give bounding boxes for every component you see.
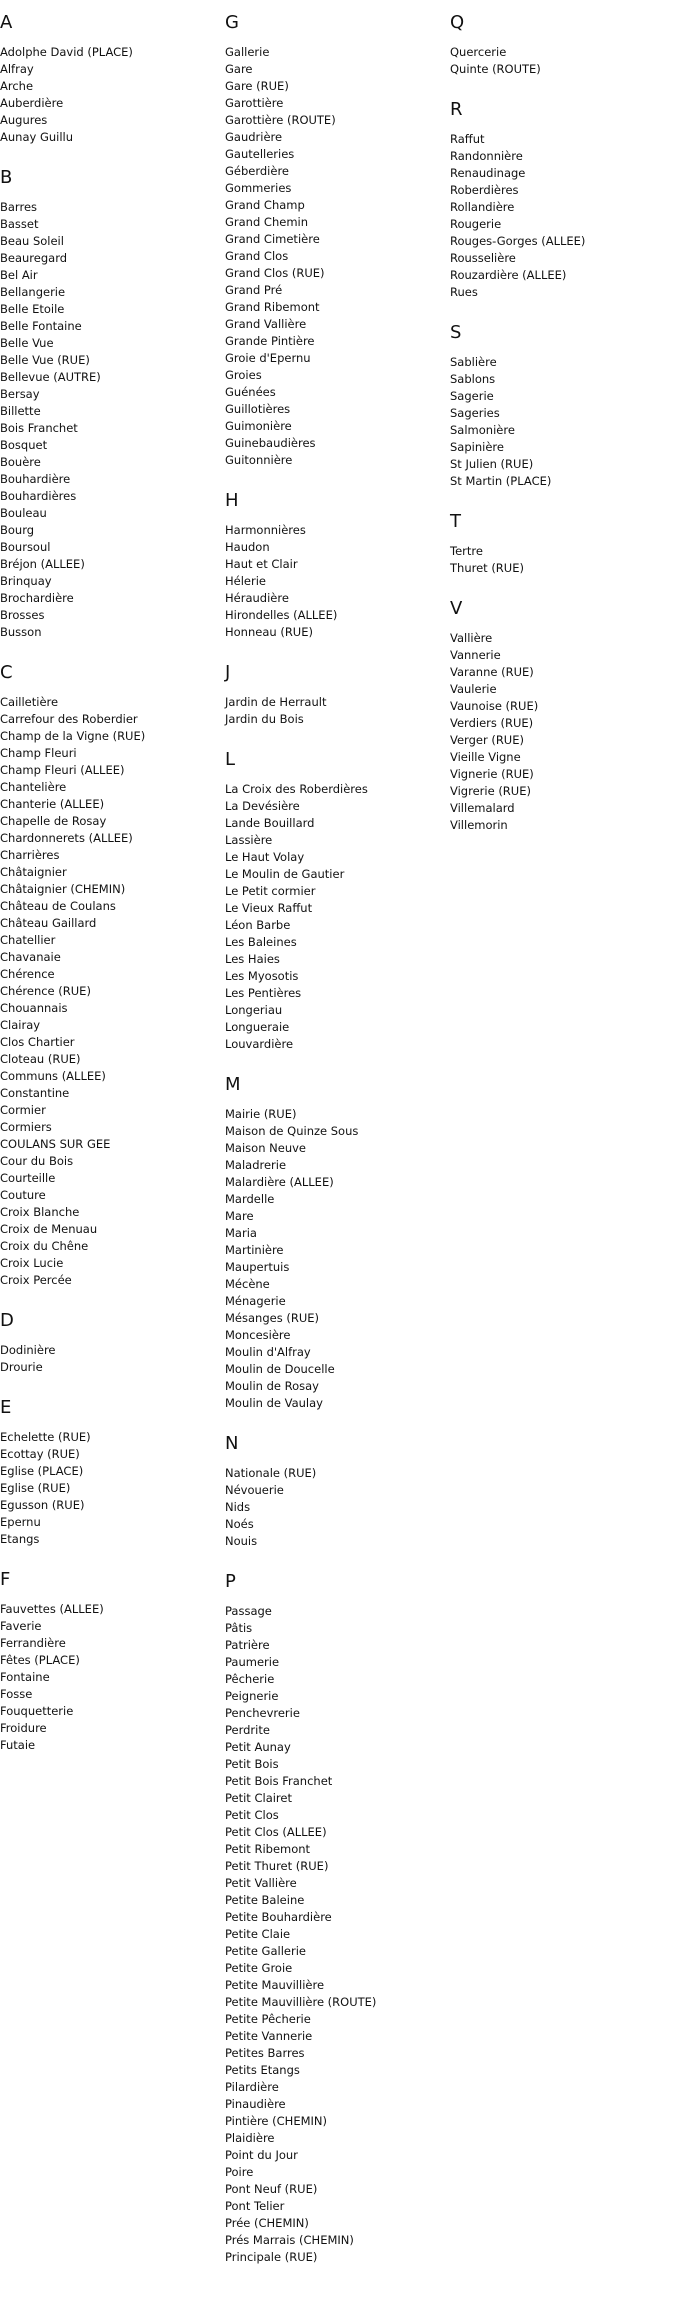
place-list (0, 694, 220, 1289)
place-name: Longueraie (225, 1020, 290, 1034)
place-name: Groie d'Epernu (225, 351, 311, 365)
place-name: Bouleau (0, 506, 47, 520)
place-name: Bouhardière (0, 472, 71, 486)
column-1 (0, 0, 220, 1774)
section-letter-heading: J (225, 662, 231, 683)
place-name: Maison de Quinze Sous (225, 1124, 359, 1138)
place-list (225, 1603, 445, 2266)
place-name: Petites Barres (225, 2046, 305, 2060)
place-name: Pintière (CHEMIN) (225, 2114, 327, 2128)
place-name: Belle Vue (RUE) (0, 353, 90, 367)
place-name: Gaudrière (225, 130, 283, 144)
place-name: Bois Franchet (0, 421, 78, 435)
place-name: Petite Baleine (225, 1893, 305, 1907)
place-list (450, 543, 670, 577)
place-name: Petite Vannerie (225, 2029, 313, 2043)
place-name: Harmonnières (225, 523, 306, 537)
place-name: Chantelière (0, 780, 67, 794)
place-name: Peignerie (225, 1689, 279, 1703)
place-name: Chérence (0, 967, 55, 981)
place-name: Croix de Menuau (0, 1222, 98, 1236)
place-name: Gare (225, 62, 253, 76)
place-name: Champ de la Vigne (RUE) (0, 729, 146, 743)
place-name: Croix Blanche (0, 1205, 80, 1219)
place-list (225, 1106, 445, 1412)
place-name: Honneau (RUE) (225, 625, 313, 639)
place-name: Mésanges (RUE) (225, 1311, 319, 1325)
place-list (0, 1342, 220, 1376)
place-name: Pêcherie (225, 1672, 275, 1686)
place-name: Fauvettes (ALLEE) (0, 1602, 104, 1616)
place-name: Petit Thuret (RUE) (225, 1859, 329, 1873)
place-name: Carrefour des Roberdier (0, 712, 138, 726)
place-name: Poire (225, 2165, 254, 2179)
place-name: Beauregard (0, 251, 68, 265)
place-name: Maupertuis (225, 1260, 290, 1274)
place-name: Villemorin (450, 818, 508, 832)
place-name: Bel Air (0, 268, 38, 282)
place-name: Croix Lucie (0, 1256, 64, 1270)
place-name: Petite Bouhardière (225, 1910, 332, 1924)
place-name: Croix du Chêne (0, 1239, 89, 1253)
section-letter-heading: E (0, 1397, 12, 1418)
place-name: Vallière (450, 631, 493, 645)
place-name: Les Baleines (225, 935, 297, 949)
section-m (225, 1073, 445, 1412)
place-name: Châtaignier (0, 865, 67, 879)
place-name: Grande Pintière (225, 334, 315, 348)
place-name: Garottière (ROUTE) (225, 113, 336, 127)
place-name: Longeriau (225, 1003, 283, 1017)
section-c (0, 661, 220, 1289)
place-name: Drourie (0, 1360, 43, 1374)
place-name: Chapelle de Rosay (0, 814, 107, 828)
place-name: Patrière (225, 1638, 270, 1652)
place-name: Rougerie (450, 217, 502, 231)
place-name: Ferrandière (0, 1636, 66, 1650)
place-name: Vigrerie (RUE) (450, 784, 531, 798)
place-name: Lande Bouillard (225, 816, 315, 830)
section-letter-heading: H (225, 490, 239, 511)
place-name: Roberdières (450, 183, 519, 197)
place-name: Brinquay (0, 574, 52, 588)
place-name: Chérence (RUE) (0, 984, 91, 998)
place-list (0, 199, 220, 641)
place-name: Randonnière (450, 149, 523, 163)
place-name: St Julien (RUE) (450, 457, 534, 471)
place-name: Sapinière (450, 440, 504, 454)
place-name: Moulin d'Alfray (225, 1345, 311, 1359)
place-name: Eglise (RUE) (0, 1481, 71, 1495)
place-name: Bréjon (ALLEE) (0, 557, 85, 571)
place-name: Renaudinage (450, 166, 526, 180)
place-name: Chatellier (0, 933, 56, 947)
place-name: Guillotières (225, 402, 291, 416)
section-r (450, 98, 670, 301)
place-name: Vannerie (450, 648, 501, 662)
place-name: Maladrerie (225, 1158, 287, 1172)
place-name: Sageries (450, 406, 500, 420)
place-name: Haudon (225, 540, 270, 554)
place-list (450, 131, 670, 301)
place-name: Cloteau (RUE) (0, 1052, 81, 1066)
place-name: Petits Etangs (225, 2063, 300, 2077)
place-name: Petit Bois (225, 1757, 279, 1771)
place-name: Clos Chartier (0, 1035, 75, 1049)
place-list (225, 522, 445, 641)
place-name: Chouannais (0, 1001, 68, 1015)
place-name: Petit Clos (225, 1808, 279, 1822)
place-name: Champ Fleuri (0, 746, 77, 760)
place-list (225, 1465, 445, 1550)
place-name: Nationale (RUE) (225, 1466, 317, 1480)
place-name: Guimonière (225, 419, 292, 433)
place-name: Bourg (0, 523, 35, 537)
place-name: Jardin du Bois (225, 712, 304, 726)
place-list (450, 44, 670, 78)
place-name: Petite Mauvillière (ROUTE) (225, 1995, 377, 2009)
place-name: Villemalard (450, 801, 515, 815)
place-name: Prés Marrais (CHEMIN) (225, 2233, 354, 2247)
place-name: Penchevrerie (225, 1706, 300, 1720)
section-a (0, 11, 220, 146)
place-name: Clairay (0, 1018, 41, 1032)
place-name: Aunay Guillu (0, 130, 74, 144)
place-name: Eglise (PLACE) (0, 1464, 84, 1478)
section-letter-heading: P (225, 1571, 236, 1592)
section-letter-heading: R (450, 99, 463, 120)
place-name: Les Myosotis (225, 969, 299, 983)
section-n (225, 1432, 445, 1550)
place-name: Raffut (450, 132, 485, 146)
place-name: Petit Vallière (225, 1876, 297, 1890)
place-name: Sagerie (450, 389, 494, 403)
place-name: Sablière (450, 355, 497, 369)
place-name: Barres (0, 200, 38, 214)
place-name: Haut et Clair (225, 557, 298, 571)
place-name: Belle Fontaine (0, 319, 82, 333)
place-name: Vignerie (RUE) (450, 767, 534, 781)
place-name: Noés (225, 1517, 254, 1531)
place-name: Fosse (0, 1687, 33, 1701)
place-name: Petit Aunay (225, 1740, 291, 1754)
place-name: Grand Vallière (225, 317, 307, 331)
place-name: Maison Neuve (225, 1141, 306, 1155)
place-name: Pont Telier (225, 2199, 285, 2213)
place-name: Rues (450, 285, 478, 299)
place-name: Tertre (450, 544, 483, 558)
place-name: Bouhardières (0, 489, 77, 503)
place-name: Basset (0, 217, 39, 231)
place-name: Verdiers (RUE) (450, 716, 534, 730)
section-s (450, 321, 670, 490)
place-name: Rousselière (450, 251, 516, 265)
place-name: Rouges-Gorges (ALLEE) (450, 234, 586, 248)
place-name: Billette (0, 404, 41, 418)
place-list (450, 354, 670, 490)
place-name: Cormier (0, 1103, 46, 1117)
place-name: Thuret (RUE) (450, 561, 524, 575)
place-name: Gautelleries (225, 147, 295, 161)
place-name: Hélerie (225, 574, 266, 588)
place-name: Cormiers (0, 1120, 52, 1134)
place-name: Augures (0, 113, 48, 127)
place-name: La Croix des Roberdières (225, 782, 368, 796)
section-d (0, 1309, 220, 1376)
place-name: Hirondelles (ALLEE) (225, 608, 338, 622)
place-name: Gallerie (225, 45, 270, 59)
place-name: Martinière (225, 1243, 284, 1257)
place-list (0, 1601, 220, 1754)
section-letter-heading: F (0, 1569, 11, 1590)
place-name: Rouzardière (ALLEE) (450, 268, 567, 282)
place-name: Adolphe David (PLACE) (0, 45, 133, 59)
place-name: Varanne (RUE) (450, 665, 534, 679)
place-name: Moulin de Doucelle (225, 1362, 335, 1376)
section-letter-heading: M (225, 1074, 241, 1095)
place-name: Petite Groie (225, 1961, 293, 1975)
place-name: Passage (225, 1604, 272, 1618)
place-name: Fontaine (0, 1670, 50, 1684)
section-letter-heading: T (450, 511, 461, 532)
place-name: Epernu (0, 1515, 41, 1529)
section-j (225, 661, 445, 728)
place-name: Grand Clos (225, 249, 289, 263)
section-letter-heading: C (0, 662, 13, 683)
place-name: Grand Clos (RUE) (225, 266, 325, 280)
place-name: Couture (0, 1188, 46, 1202)
place-name: Brosses (0, 608, 45, 622)
place-name: Cour du Bois (0, 1154, 74, 1168)
place-name: Moncesière (225, 1328, 291, 1342)
place-name: Etangs (0, 1532, 40, 1546)
section-p (225, 1570, 445, 2266)
place-name: Fêtes (PLACE) (0, 1653, 80, 1667)
place-name: Grand Chemin (225, 215, 309, 229)
place-name: Busson (0, 625, 42, 639)
place-name: Châtaignier (CHEMIN) (0, 882, 126, 896)
section-letter-heading: Q (450, 12, 465, 33)
place-name: Nouis (225, 1534, 258, 1548)
place-name: Château Gaillard (0, 916, 97, 930)
place-name: Ménagerie (225, 1294, 286, 1308)
place-name: Louvardière (225, 1037, 294, 1051)
place-name: Géberdière (225, 164, 290, 178)
section-letter-heading: G (225, 12, 239, 33)
place-name: Le Haut Volay (225, 850, 305, 864)
place-name: Garottière (225, 96, 284, 110)
place-name: Froidure (0, 1721, 47, 1735)
section-q (450, 11, 670, 78)
place-list (0, 44, 220, 146)
column-3 (450, 0, 670, 854)
place-name: Auberdière (0, 96, 64, 110)
place-name: Lassière (225, 833, 273, 847)
place-name: Pâtis (225, 1621, 253, 1635)
place-name: Petit Ribemont (225, 1842, 311, 1856)
section-t (450, 510, 670, 577)
place-name: Jardin de Herrault (225, 695, 327, 709)
place-name: COULANS SUR GEE (0, 1137, 111, 1151)
place-name: Arche (0, 79, 34, 93)
place-name: Paumerie (225, 1655, 280, 1669)
place-name: Nids (225, 1500, 251, 1514)
place-list (225, 781, 445, 1053)
place-list (0, 1429, 220, 1548)
place-name: Echelette (RUE) (0, 1430, 91, 1444)
place-name: Guinebaudières (225, 436, 316, 450)
place-list (225, 44, 445, 469)
place-name: Boursoul (0, 540, 51, 554)
place-name: Chanterie (ALLEE) (0, 797, 105, 811)
place-name: Le Vieux Raffut (225, 901, 313, 915)
place-name: Ecottay (RUE) (0, 1447, 80, 1461)
place-name: Vaunoise (RUE) (450, 699, 539, 713)
section-letter-heading: V (450, 598, 463, 619)
section-letter-heading: A (0, 12, 13, 33)
section-g (225, 11, 445, 469)
place-name: Pont Neuf (RUE) (225, 2182, 318, 2196)
place-name: Belle Etoile (0, 302, 65, 316)
section-letter-heading: S (450, 322, 462, 343)
place-name: Principale (RUE) (225, 2250, 318, 2264)
place-name: Point du Jour (225, 2148, 298, 2162)
place-name: Le Moulin de Gautier (225, 867, 345, 881)
place-name: Bersay (0, 387, 40, 401)
place-name: Plaidière (225, 2131, 275, 2145)
place-name: Charrières (0, 848, 60, 862)
place-name: Quercerie (450, 45, 507, 59)
place-name: Mécène (225, 1277, 270, 1291)
section-e (0, 1396, 220, 1548)
place-name: Petite Mauvillière (225, 1978, 325, 1992)
place-name: Verger (RUE) (450, 733, 524, 747)
place-name: Bellangerie (0, 285, 66, 299)
section-v (450, 597, 670, 834)
place-name: Brochardière (0, 591, 74, 605)
place-name: Croix Percée (0, 1273, 72, 1287)
place-name: Mairie (RUE) (225, 1107, 297, 1121)
place-name: St Martin (PLACE) (450, 474, 552, 488)
place-name: Petit Bois Franchet (225, 1774, 333, 1788)
place-name: Grand Pré (225, 283, 283, 297)
place-name: Léon Barbe (225, 918, 291, 932)
place-name: Beau Soleil (0, 234, 64, 248)
place-name: Chavanaie (0, 950, 61, 964)
place-name: Champ Fleuri (ALLEE) (0, 763, 125, 777)
place-name: Les Haies (225, 952, 280, 966)
place-name: Prée (CHEMIN) (225, 2216, 309, 2230)
place-name: Bellevue (AUTRE) (0, 370, 101, 384)
section-letter-heading: D (0, 1310, 14, 1331)
place-name: Egusson (RUE) (0, 1498, 85, 1512)
section-letter-heading: L (225, 749, 236, 770)
place-name: Dodinière (0, 1343, 56, 1357)
place-name: Fouquetterie (0, 1704, 74, 1718)
place-name: Guitonnière (225, 453, 293, 467)
place-name: Château de Coulans (0, 899, 116, 913)
place-name: Les Pentières (225, 986, 302, 1000)
section-h (225, 489, 445, 641)
place-name: Bouère (0, 455, 41, 469)
place-name: Héraudière (225, 591, 289, 605)
place-name: Courteille (0, 1171, 56, 1185)
place-list (225, 694, 445, 728)
place-name: Mare (225, 1209, 254, 1223)
section-l (225, 748, 445, 1053)
place-name: Communs (ALLEE) (0, 1069, 106, 1083)
place-name: Petit Clos (ALLEE) (225, 1825, 327, 1839)
place-name: Grand Ribemont (225, 300, 320, 314)
section-b (0, 166, 220, 641)
place-list (450, 630, 670, 834)
place-name: Vieille Vigne (450, 750, 521, 764)
place-name: Malardière (ALLEE) (225, 1175, 334, 1189)
place-name: Petite Gallerie (225, 1944, 306, 1958)
place-name: Le Petit cormier (225, 884, 316, 898)
place-name: Chardonnerets (ALLEE) (0, 831, 133, 845)
column-2 (225, 0, 445, 2286)
place-name: Quinte (ROUTE) (450, 62, 541, 76)
section-letter-heading: B (0, 167, 13, 188)
place-name: Faverie (0, 1619, 42, 1633)
place-name: Mardelle (225, 1192, 275, 1206)
place-name: Moulin de Rosay (225, 1379, 319, 1393)
place-name: Petite Pêcherie (225, 2012, 311, 2026)
place-name: Vaulerie (450, 682, 497, 696)
place-name: Névouerie (225, 1483, 284, 1497)
place-name: Sablons (450, 372, 496, 386)
place-name: Cailletière (0, 695, 59, 709)
place-name: Guénées (225, 385, 276, 399)
place-name: Grand Cimetière (225, 232, 320, 246)
place-name: Petite Claie (225, 1927, 291, 1941)
place-name: Maria (225, 1226, 257, 1240)
place-name: Gommeries (225, 181, 292, 195)
place-name: La Devésière (225, 799, 300, 813)
place-name: Bosquet (0, 438, 48, 452)
place-name: Groies (225, 368, 262, 382)
place-name: Belle Vue (0, 336, 54, 350)
place-name: Perdrite (225, 1723, 270, 1737)
place-name: Grand Champ (225, 198, 305, 212)
place-name: Moulin de Vaulay (225, 1396, 323, 1410)
place-name: Alfray (0, 62, 34, 76)
place-name: Rollandière (450, 200, 515, 214)
section-letter-heading: N (225, 1433, 239, 1454)
place-name: Petit Clairet (225, 1791, 292, 1805)
place-name: Salmonière (450, 423, 515, 437)
place-name: Gare (RUE) (225, 79, 289, 93)
section-f (0, 1568, 220, 1754)
place-name: Pilardière (225, 2080, 279, 2094)
place-name: Futaie (0, 1738, 36, 1752)
place-name: Constantine (0, 1086, 70, 1100)
place-name: Pinaudière (225, 2097, 286, 2111)
